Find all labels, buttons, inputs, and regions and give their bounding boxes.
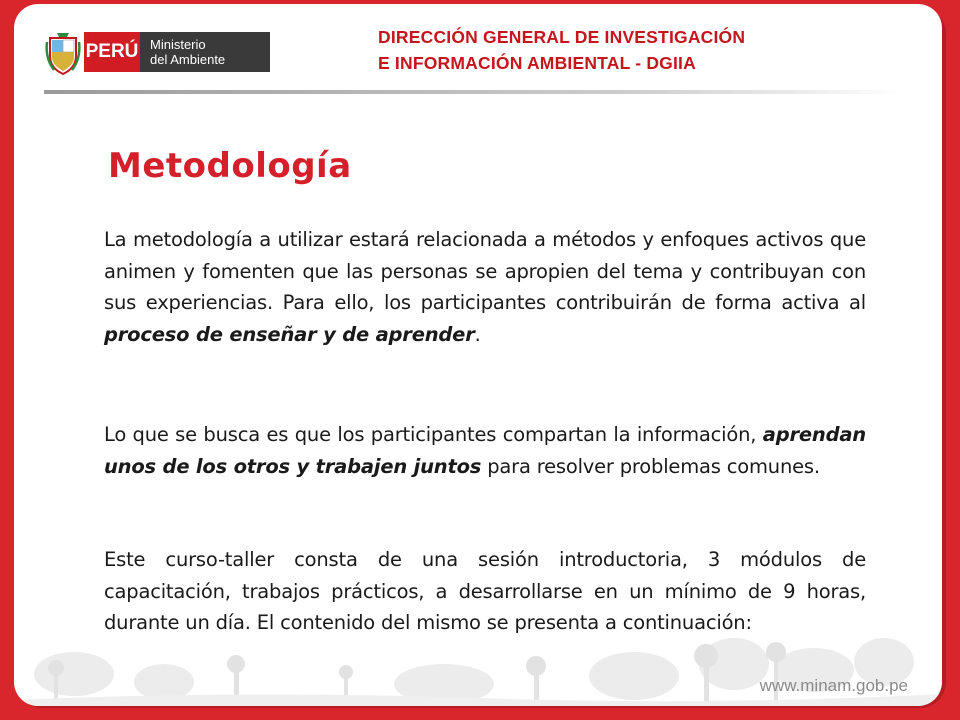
ministry-line-1: Ministerio: [150, 37, 206, 52]
header-divider: [44, 90, 904, 94]
paragraph-2-emphasis: aprendan unos de los otros y trabajen juntos: [104, 423, 866, 478]
department-line-2: E INFORMACIÓN AMBIENTAL - DGIIA: [378, 53, 696, 73]
paragraph-1-emphasis: proceso de enseñar y de aprender: [104, 322, 475, 346]
paragraph-1-text: La metodología a utilizar estará relacionada a métodos y enfoques activos que animen y fomenten que las personas se apropien del tema y contribuyan con sus experiencias. Para ello, los participantes contribuirán de forma activa al: [104, 228, 866, 314]
peru-label: PERÚ: [84, 32, 140, 72]
peru-coat-of-arms-icon: [44, 30, 82, 76]
department-heading: [378, 24, 858, 76]
footer-website: www.minam.gob.pe: [759, 676, 908, 695]
paragraph-course-structure: Este curso-taller consta de una sesión introductoria, 3 módulos de capacitación, trabajos prácticos, a desarrollarse en un mínimo de 9 horas, durante un día. El contenido del mismo se presenta a continuación:: [104, 548, 866, 634]
paragraph-2-text: Lo que se busca es que los participantes compartan la información,: [104, 423, 763, 446]
page-title: Metodología: [108, 146, 352, 186]
ministry-label: [140, 32, 270, 72]
department-line-1: DIRECCIÓN GENERAL DE INVESTIGACIÓN: [378, 27, 746, 47]
paragraph-2-end: para resolver problemas comunes.: [481, 454, 820, 478]
paragraph-1-end: .: [474, 322, 481, 346]
slide-card: [14, 4, 942, 706]
minam-logo: [44, 30, 270, 76]
paragraph-methodology: [104, 224, 866, 350]
ministry-line-2: del Ambiente: [150, 52, 226, 67]
paragraph-goal: [104, 419, 866, 482]
